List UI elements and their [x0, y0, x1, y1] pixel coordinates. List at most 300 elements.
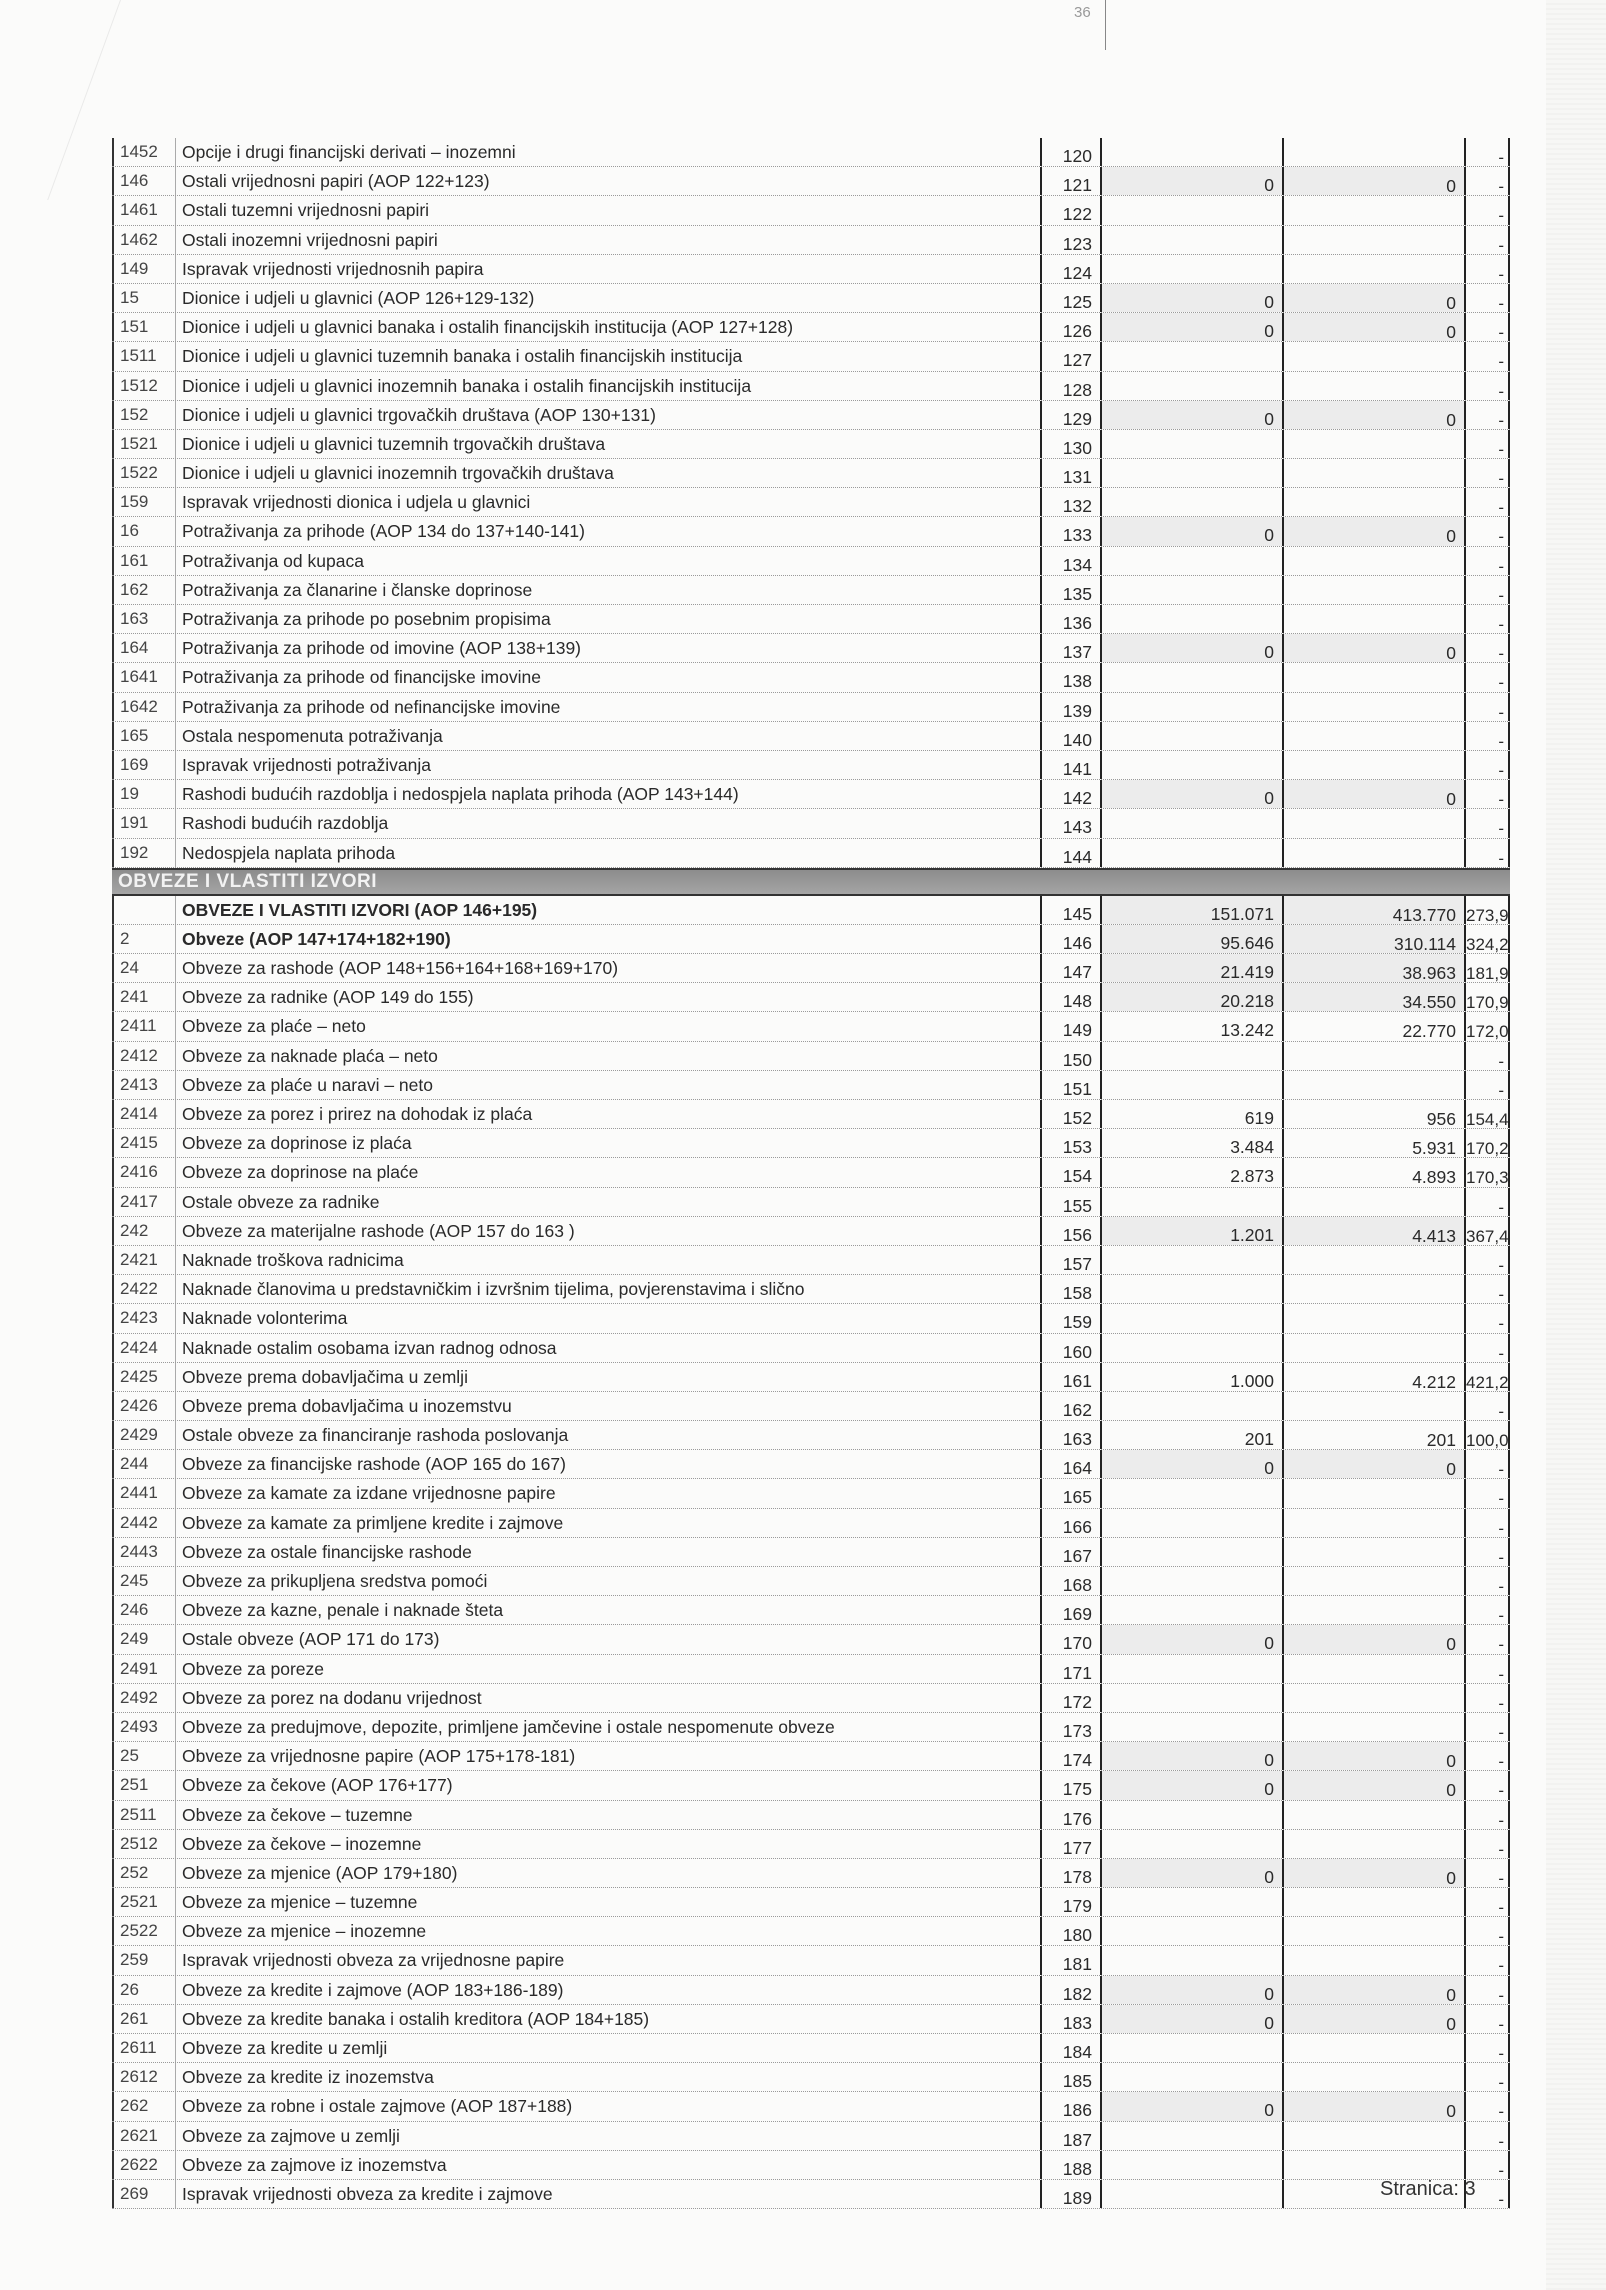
amount-previous-year — [1102, 2122, 1284, 2150]
aop-number: 145 — [1040, 896, 1102, 924]
index-value: - — [1466, 1042, 1510, 1070]
aop-number: 167 — [1040, 1538, 1102, 1566]
aop-number: 134 — [1040, 547, 1102, 575]
account-code: 1461 — [112, 196, 176, 224]
account-code: 2425 — [112, 1363, 176, 1391]
aop-number: 158 — [1040, 1275, 1102, 1303]
aop-number: 168 — [1040, 1567, 1102, 1595]
account-description: Obveze prema dobavljačima u inozemstvu — [182, 1395, 512, 1416]
account-code: 2493 — [112, 1713, 176, 1741]
amount-current-year — [1284, 430, 1466, 458]
index-value: - — [1466, 722, 1510, 750]
aop-number: 141 — [1040, 751, 1102, 779]
account-code: 2412 — [112, 1042, 176, 1070]
index-value: 172,0 — [1466, 1012, 1510, 1040]
amount-current-year: 201 — [1284, 1421, 1466, 1449]
amount-previous-year: 1.000 — [1102, 1363, 1284, 1391]
amount-current-year — [1284, 751, 1466, 779]
account-description: Obveze za prikupljena sredstva pomoći — [182, 1571, 488, 1591]
index-value: - — [1466, 1976, 1510, 2004]
account-code: 2421 — [112, 1246, 176, 1274]
amount-current-year — [1284, 372, 1466, 400]
amount-current-year: 34.550 — [1284, 983, 1466, 1011]
table-row — [112, 1888, 1510, 1917]
account-code: 2423 — [112, 1304, 176, 1332]
index-value: - — [1466, 1275, 1510, 1303]
table-row — [112, 1071, 1510, 1100]
index-value: - — [1466, 1742, 1510, 1770]
index-value: - — [1466, 547, 1510, 575]
index-value: 367,4 — [1466, 1217, 1510, 1245]
amount-current-year: 0 — [1284, 313, 1466, 341]
amount-previous-year: 0 — [1102, 1742, 1284, 1770]
index-value: - — [1466, 1304, 1510, 1332]
table-row — [112, 925, 1510, 954]
amount-current-year — [1284, 1334, 1466, 1362]
aop-number: 182 — [1040, 1976, 1102, 2004]
table-row — [112, 1917, 1510, 1946]
account-description: Obveze za plaće u naravi – neto — [182, 1074, 433, 1095]
amount-previous-year — [1102, 342, 1284, 370]
account-description: Dionice i udjeli u glavnici (AOP 126+129-132) — [182, 287, 535, 308]
account-description: Obveze za čekove – inozemne — [182, 1833, 422, 1854]
amount-previous-year — [1102, 430, 1284, 458]
table-row — [112, 430, 1510, 459]
amount-current-year: 4.212 — [1284, 1363, 1466, 1391]
table-row — [112, 1830, 1510, 1859]
aop-number: 129 — [1040, 401, 1102, 429]
amount-previous-year — [1102, 605, 1284, 633]
amount-current-year: 0 — [1284, 1976, 1466, 2004]
aop-number: 152 — [1040, 1100, 1102, 1128]
aop-number: 150 — [1040, 1042, 1102, 1070]
account-description: Obveze za plaće – neto — [182, 1016, 366, 1037]
table-row — [112, 284, 1510, 313]
amount-previous-year — [1102, 1538, 1284, 1566]
account-description: Obveze za zajmove iz inozemstva — [182, 2154, 447, 2175]
index-value: - — [1466, 1917, 1510, 1945]
table-row — [112, 983, 1510, 1012]
amount-previous-year — [1102, 2151, 1284, 2179]
index-value: - — [1466, 1567, 1510, 1595]
amount-current-year — [1284, 1479, 1466, 1507]
account-code: 24 — [112, 954, 176, 982]
account-code: 2512 — [112, 1830, 176, 1858]
aop-number: 162 — [1040, 1392, 1102, 1420]
table-row — [112, 1976, 1510, 2005]
account-code: 1642 — [112, 693, 176, 721]
account-description: Obveze za čekove (AOP 176+177) — [182, 1775, 453, 1796]
page-footer: Stranica: 3 — [1380, 2178, 1476, 2200]
account-description: Obveze za porez i prirez na dohodak iz plaća — [182, 1104, 533, 1124]
account-code: 246 — [112, 1596, 176, 1624]
account-code: 164 — [112, 634, 176, 662]
index-value: - — [1466, 226, 1510, 254]
account-description: Ispravak vrijednosti dionica i udjela u glavnici — [182, 492, 531, 513]
table-row — [112, 1946, 1510, 1975]
index-value: 181,9 — [1466, 954, 1510, 982]
aop-number: 137 — [1040, 634, 1102, 662]
aop-number: 125 — [1040, 284, 1102, 312]
table-row — [112, 1363, 1510, 1392]
index-value: 324,2 — [1466, 925, 1510, 953]
amount-previous-year — [1102, 1334, 1284, 1362]
table-row — [112, 839, 1510, 868]
account-code: 161 — [112, 547, 176, 575]
amount-current-year: 956 — [1284, 1100, 1466, 1128]
amount-current-year — [1284, 1713, 1466, 1741]
amount-previous-year: 0 — [1102, 313, 1284, 341]
amount-current-year: 0 — [1284, 167, 1466, 195]
account-description: Dionice i udjeli u glavnici inozemnih banaka i ostalih financijskih institucija — [182, 375, 752, 396]
account-description: Potraživanja za članarine i članske doprinose — [182, 579, 533, 600]
aop-number: 144 — [1040, 839, 1102, 867]
account-code: 2521 — [112, 1888, 176, 1916]
table-row — [112, 372, 1510, 401]
amount-previous-year: 2.873 — [1102, 1158, 1284, 1186]
scan-edge-noise — [1546, 0, 1606, 2290]
amount-current-year: 0 — [1284, 780, 1466, 808]
scan-edge-mark — [0, 0, 121, 200]
account-code: 2414 — [112, 1100, 176, 1128]
account-description: Obveze za porez na dodanu vrijednost — [182, 1687, 482, 1708]
account-code: 2411 — [112, 1012, 176, 1040]
table-row — [112, 1304, 1510, 1333]
aop-number: 122 — [1040, 196, 1102, 224]
amount-previous-year — [1102, 1684, 1284, 1712]
index-value: - — [1466, 1538, 1510, 1566]
account-description: Potraživanja od kupaca — [182, 550, 364, 571]
table-row — [112, 1625, 1510, 1654]
aop-number: 160 — [1040, 1334, 1102, 1362]
amount-previous-year: 0 — [1102, 634, 1284, 662]
aop-number: 174 — [1040, 1742, 1102, 1770]
account-code: 152 — [112, 401, 176, 429]
amount-current-year: 38.963 — [1284, 954, 1466, 982]
aop-number: 172 — [1040, 1684, 1102, 1712]
index-value: - — [1466, 1655, 1510, 1683]
table-row — [112, 1713, 1510, 1742]
aop-number: 142 — [1040, 780, 1102, 808]
account-description: Dionice i udjeli u glavnici trgovačkih društava (AOP 130+131) — [182, 404, 656, 425]
aop-number: 124 — [1040, 255, 1102, 283]
account-code: 1511 — [112, 342, 176, 370]
table-row — [112, 1392, 1510, 1421]
amount-previous-year — [1102, 459, 1284, 487]
account-code: 165 — [112, 722, 176, 750]
account-description: Obveze za mjenice – inozemne — [182, 1921, 427, 1942]
amount-current-year — [1284, 488, 1466, 516]
account-code: 245 — [112, 1567, 176, 1595]
account-code: 2492 — [112, 1684, 176, 1712]
table-row — [112, 138, 1510, 167]
amount-previous-year — [1102, 1888, 1284, 1916]
index-value: - — [1466, 576, 1510, 604]
amount-current-year — [1284, 1684, 1466, 1712]
index-value: - — [1466, 1713, 1510, 1741]
table-row — [112, 1684, 1510, 1713]
index-value: - — [1466, 1596, 1510, 1624]
table-row — [112, 1246, 1510, 1275]
amount-previous-year — [1102, 1188, 1284, 1216]
amount-previous-year: 0 — [1102, 1450, 1284, 1478]
account-code: 1512 — [112, 372, 176, 400]
aop-number: 148 — [1040, 983, 1102, 1011]
amount-current-year: 0 — [1284, 634, 1466, 662]
account-description: Obveze za poreze — [182, 1658, 325, 1679]
table-row — [112, 2063, 1510, 2092]
table-row — [112, 1596, 1510, 1625]
amount-current-year — [1284, 693, 1466, 721]
account-description: Potraživanja za prihode po posebnim propisima — [182, 609, 551, 629]
account-code: 2622 — [112, 2151, 176, 2179]
amount-current-year — [1284, 1567, 1466, 1595]
table-row — [112, 2122, 1510, 2151]
amount-current-year — [1284, 2063, 1466, 2091]
amount-previous-year — [1102, 809, 1284, 837]
account-code: 146 — [112, 167, 176, 195]
amount-previous-year — [1102, 1071, 1284, 1099]
amount-previous-year — [1102, 1713, 1284, 1741]
amount-previous-year: 0 — [1102, 284, 1284, 312]
aop-number: 159 — [1040, 1304, 1102, 1332]
aop-number: 183 — [1040, 2005, 1102, 2033]
aop-number: 146 — [1040, 925, 1102, 953]
account-code: 262 — [112, 2092, 176, 2120]
table-row — [112, 751, 1510, 780]
amount-previous-year — [1102, 2180, 1284, 2208]
amount-current-year: 5.931 — [1284, 1129, 1466, 1157]
account-description: Obveze za materijalne rashode (AOP 157 do 163 ) — [182, 1220, 575, 1241]
account-code: 2441 — [112, 1479, 176, 1507]
amount-previous-year — [1102, 226, 1284, 254]
index-value: 421,2 — [1466, 1363, 1510, 1391]
table-row — [112, 1042, 1510, 1071]
account-code: 241 — [112, 983, 176, 1011]
account-code: 2426 — [112, 1392, 176, 1420]
aop-number: 133 — [1040, 517, 1102, 545]
amount-current-year: 22.770 — [1284, 1012, 1466, 1040]
table-row — [112, 1012, 1510, 1041]
table-row — [112, 167, 1510, 196]
amount-current-year: 0 — [1284, 2092, 1466, 2120]
amount-previous-year — [1102, 1479, 1284, 1507]
amount-previous-year: 0 — [1102, 517, 1284, 545]
assets-rows — [112, 138, 1510, 868]
index-value: - — [1466, 401, 1510, 429]
amount-previous-year — [1102, 693, 1284, 721]
index-value: - — [1466, 1071, 1510, 1099]
section-band — [112, 868, 1510, 896]
amount-current-year — [1284, 2034, 1466, 2062]
amount-current-year — [1284, 1538, 1466, 1566]
account-description: Obveze za kredite banaka i ostalih kreditora (AOP 184+185) — [182, 2008, 650, 2029]
account-code: 2422 — [112, 1275, 176, 1303]
aop-number: 170 — [1040, 1625, 1102, 1653]
index-value: 170,9 — [1466, 983, 1510, 1011]
amount-current-year: 0 — [1284, 1450, 1466, 1478]
account-code: 151 — [112, 313, 176, 341]
aop-number: 155 — [1040, 1188, 1102, 1216]
amount-current-year — [1284, 839, 1466, 867]
account-code: 1641 — [112, 663, 176, 691]
amount-previous-year: 0 — [1102, 1771, 1284, 1799]
index-value: - — [1466, 1392, 1510, 1420]
amount-previous-year: 0 — [1102, 2092, 1284, 2120]
index-value: - — [1466, 2063, 1510, 2091]
account-code — [112, 896, 176, 924]
amount-current-year: 4.413 — [1284, 1217, 1466, 1245]
aop-number: 130 — [1040, 430, 1102, 458]
amount-current-year — [1284, 342, 1466, 370]
account-description: Potraživanja za prihode od financijske imovine — [182, 667, 541, 688]
index-value: - — [1466, 313, 1510, 341]
amount-previous-year — [1102, 1042, 1284, 1070]
account-description: Obveze za doprinose na plaće — [182, 1162, 419, 1183]
amount-previous-year — [1102, 751, 1284, 779]
account-description: Obveze za kazne, penale i naknade šteta — [182, 1600, 504, 1621]
amount-previous-year — [1102, 372, 1284, 400]
table-row — [112, 342, 1510, 371]
amount-current-year — [1284, 1275, 1466, 1303]
amount-previous-year: 619 — [1102, 1100, 1284, 1128]
account-description: Dionice i udjeli u glavnici tuzemnih trgovačkih društava — [182, 433, 606, 454]
account-description: Naknade ostalim osobama izvan radnog odnosa — [182, 1337, 557, 1358]
account-code: 242 — [112, 1217, 176, 1245]
table-row — [112, 1188, 1510, 1217]
account-description: Obveze za kredite iz inozemstva — [182, 2067, 434, 2088]
account-description: Ostale obveze za radnike — [182, 1191, 380, 1212]
amount-current-year: 0 — [1284, 1771, 1466, 1799]
aop-number: 149 — [1040, 1012, 1102, 1040]
aop-number: 161 — [1040, 1363, 1102, 1391]
aop-number: 166 — [1040, 1509, 1102, 1537]
amount-previous-year — [1102, 1509, 1284, 1537]
aop-number: 147 — [1040, 954, 1102, 982]
index-value: - — [1466, 605, 1510, 633]
amount-current-year — [1284, 459, 1466, 487]
amount-current-year — [1284, 576, 1466, 604]
amount-current-year: 0 — [1284, 1859, 1466, 1887]
account-code: 261 — [112, 2005, 176, 2033]
account-code: 2442 — [112, 1509, 176, 1537]
account-description: Ispravak vrijednosti obveza za vrijednosne papire — [182, 1950, 565, 1971]
aop-number: 128 — [1040, 372, 1102, 400]
amount-previous-year: 20.218 — [1102, 983, 1284, 1011]
aop-number: 139 — [1040, 693, 1102, 721]
index-value: - — [1466, 1888, 1510, 1916]
account-code: 2417 — [112, 1188, 176, 1216]
table-row — [112, 547, 1510, 576]
table-row — [112, 896, 1510, 925]
table-row — [112, 809, 1510, 838]
index-value: - — [1466, 196, 1510, 224]
account-description: Ostali inozemni vrijednosni papiri — [182, 229, 438, 250]
amount-previous-year — [1102, 196, 1284, 224]
index-value: 100,0 — [1466, 1421, 1510, 1449]
account-code: 2522 — [112, 1917, 176, 1945]
account-code: 2611 — [112, 2034, 176, 2062]
account-code: 249 — [112, 1625, 176, 1653]
account-code: 2413 — [112, 1071, 176, 1099]
account-description: Ostale obveze (AOP 171 do 173) — [182, 1629, 440, 1650]
aop-number: 120 — [1040, 138, 1102, 166]
account-code: 162 — [112, 576, 176, 604]
account-description: Ostali tuzemni vrijednosni papiri — [182, 200, 430, 221]
table-row — [112, 722, 1510, 751]
index-value: - — [1466, 780, 1510, 808]
index-value: - — [1466, 1946, 1510, 1974]
amount-current-year — [1284, 1509, 1466, 1537]
index-value: - — [1466, 488, 1510, 516]
index-value: - — [1466, 167, 1510, 195]
amount-current-year: 0 — [1284, 2005, 1466, 2033]
account-description: Dionice i udjeli u glavnici banaka i ostalih financijskih institucija (AOP 127+128) — [182, 317, 794, 338]
page-marker-line — [1105, 0, 1106, 50]
amount-previous-year — [1102, 1392, 1284, 1420]
account-description: Obveze za ostale financijske rashode — [182, 1541, 472, 1562]
amount-current-year — [1284, 196, 1466, 224]
amount-previous-year — [1102, 1275, 1284, 1303]
amount-current-year: 0 — [1284, 401, 1466, 429]
balance-sheet-table — [112, 138, 1510, 2209]
amount-previous-year — [1102, 1946, 1284, 1974]
amount-current-year — [1284, 1655, 1466, 1683]
amount-previous-year — [1102, 1655, 1284, 1683]
account-code: 269 — [112, 2180, 176, 2208]
amount-previous-year — [1102, 2034, 1284, 2062]
account-description: Ispravak vrijednosti potraživanja — [182, 754, 432, 775]
account-description: OBVEZE I VLASTITI IZVORI (AOP 146+195) — [182, 899, 538, 920]
amount-previous-year: 0 — [1102, 780, 1284, 808]
table-row — [112, 459, 1510, 488]
aop-number: 187 — [1040, 2122, 1102, 2150]
amount-previous-year: 0 — [1102, 2005, 1284, 2033]
amount-previous-year — [1102, 1246, 1284, 1274]
amount-current-year: 4.893 — [1284, 1158, 1466, 1186]
index-value: - — [1466, 2180, 1510, 2208]
account-code: 1462 — [112, 226, 176, 254]
amount-previous-year — [1102, 576, 1284, 604]
index-value: - — [1466, 1188, 1510, 1216]
index-value: - — [1466, 517, 1510, 545]
account-description: Dionice i udjeli u glavnici inozemnih trgovačkih društava — [182, 463, 614, 484]
index-value: - — [1466, 2092, 1510, 2120]
account-description: Ostali vrijednosni papiri (AOP 122+123) — [182, 171, 490, 192]
table-row — [112, 1509, 1510, 1538]
account-code: 149 — [112, 255, 176, 283]
index-value: - — [1466, 1830, 1510, 1858]
index-value: - — [1466, 751, 1510, 779]
amount-current-year — [1284, 138, 1466, 166]
amount-current-year — [1284, 605, 1466, 633]
aop-number: 127 — [1040, 342, 1102, 370]
section-band-title: OBVEZE I VLASTITI IZVORI — [118, 870, 378, 892]
aop-number: 184 — [1040, 2034, 1102, 2062]
account-code: 169 — [112, 751, 176, 779]
table-row — [112, 488, 1510, 517]
amount-current-year — [1284, 809, 1466, 837]
top-page-number: 36 — [1074, 4, 1091, 21]
aop-number: 179 — [1040, 1888, 1102, 1916]
index-value: - — [1466, 1450, 1510, 1478]
index-value: 170,2 — [1466, 1129, 1510, 1157]
amount-current-year — [1284, 2151, 1466, 2179]
aop-number: 186 — [1040, 2092, 1102, 2120]
account-code: 16 — [112, 517, 176, 545]
account-description: Obveze za kredite i zajmove (AOP 183+186-189) — [182, 1979, 564, 2000]
amount-current-year — [1284, 2122, 1466, 2150]
